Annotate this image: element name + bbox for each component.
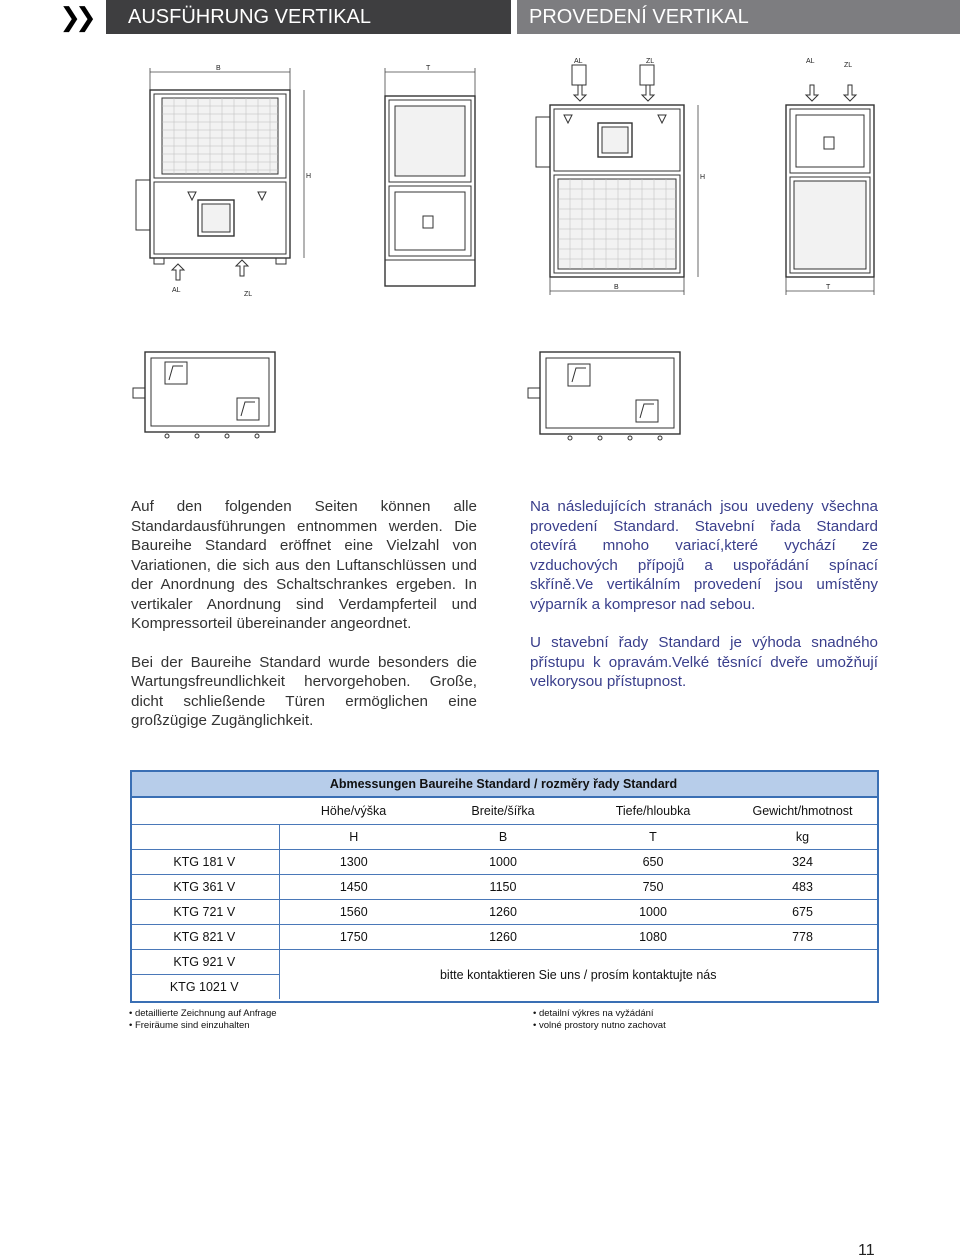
label-al-top: AL [574,58,583,65]
text-german [131,497,477,750]
table-contact-text: bitte kontaktieren Sie uns / prosím kontaktujte nás [279,950,877,1000]
dim-label-b-b: B [614,284,619,291]
table-row [130,850,877,875]
table-cell: 1300 [279,850,428,875]
table-cell: 750 [578,875,728,900]
table-unit-b: B [428,825,578,850]
table-cell-model: KTG 921 V [130,950,279,975]
dim-label-t: T [426,65,431,72]
table-cell: 1260 [428,900,578,925]
dim-label-t-b: T [826,284,831,291]
table-cell: 778 [728,925,877,950]
table-cell-model: KTG 1021 V [130,975,279,1000]
table-cell: 324 [728,850,877,875]
note-cz-2: • volné prostory nutno zachovat [533,1019,666,1031]
table-header-height: Höhe/výška [320,804,387,818]
table-unit-h: H [279,825,428,850]
dim-label-h-b: H [700,174,706,181]
text-cz-paragraph-1: Na následujících stranách jsou uvedeny všechna provedení Standard. Stavební řada Standard otevírá mnoho variací,které vychází ze vzduchových přípojů a uspořádání spínací skříně.Ve vertikálním provedení jsou umístěny výparník a kompresor nad sebou. [530,498,878,613]
drawing-front-view-a [120,60,320,300]
header-bar [0,0,960,34]
header-title-cz: PROVEDENÍ VERTIKAL [517,0,960,34]
note-de-2: • Freiräume sind einzuhalten [129,1019,250,1031]
label-zl: ZL [244,291,253,298]
table-cell-model: KTG 361 V [130,875,279,900]
drawing-side-view-b [780,55,890,300]
notes-german [129,1008,277,1031]
dim-label-h: H [306,173,312,180]
note-cz-1: • detailní výkres na vyžádání [533,1008,654,1019]
table-row [130,950,877,975]
table-cell: 1450 [279,875,428,900]
table-cell: 1750 [279,925,428,950]
table-header-weight: Gewicht/hmotnost [752,804,853,818]
page-number: 11 [858,1242,875,1259]
table-cell: 1560 [279,900,428,925]
table-cell-model: KTG 181 V [130,850,279,875]
text-de-paragraph-2: Bei der Baureihe Standard wurde besonders die Wartungsfreundlichkeit hervorgehoben. Große, dicht schließende Türen ermöglichen eine großzügige Zugänglichkeit. [131,653,477,729]
table-unit-t: T [578,825,728,850]
dimensions-table [130,771,877,999]
table-units-row [130,825,877,850]
table-row [130,900,877,925]
table-header-empty [130,797,279,825]
table-cell: 1000 [428,850,578,875]
table-row [130,875,877,900]
table-cell: 1080 [578,925,728,950]
table-unit-kg: kg [728,825,877,850]
note-de-1: • detaillierte Zeichnung auf Anfrage [129,1008,277,1019]
table-cell: 675 [728,900,877,925]
header-title-de: AUSFÜHRUNG VERTIKAL [106,0,511,34]
drawing-top-view-a [125,350,285,445]
table-title: Abmessungen Baureihe Standard / rozměry řady Standard [130,771,877,797]
table-cell: 1260 [428,925,578,950]
label-al: AL [172,287,181,294]
table-cell [130,825,279,850]
label-al-side: AL [806,58,815,65]
table-cell: 650 [578,850,728,875]
text-czech [530,497,878,711]
table-row [130,925,877,950]
drawing-front-view-b [530,55,720,300]
label-zl-side: ZL [844,62,853,69]
drawing-side-view-a [375,60,485,290]
table-cell: 1150 [428,875,578,900]
text-de-paragraph-1: Auf den folgenden Seiten können alle Standardausführungen entnommen werden. Die Baureihe Standard eröffnet eine Vielzahl von Variationen, die sich aus den Luftanschlüssen und der Anordnung des Schaltschrankes ergeben. In vertikaler Anordnung sind Verdampferteil und Kompressorteil übereinander angeordnet. [131,498,477,632]
table-cell: 483 [728,875,877,900]
table-header-width: Breite/šířka [471,804,535,818]
double-chevron-icon: ❯❯ [45,0,105,34]
drawing-top-view-b [520,350,690,445]
table-header-depth: Tiefe/hloubka [615,804,691,818]
table-cell-model: KTG 821 V [130,925,279,950]
table-cell: 1000 [578,900,728,925]
table-cell-model: KTG 721 V [130,900,279,925]
notes-czech [533,1008,666,1031]
dim-label-b: B [216,65,221,72]
label-zl-top: ZL [646,58,655,65]
text-cz-paragraph-2: U stavební řady Standard je výhoda snadného přístupu k opravám.Velké těsnící dveře umožňují velkorysou přístupnost. [530,634,878,690]
